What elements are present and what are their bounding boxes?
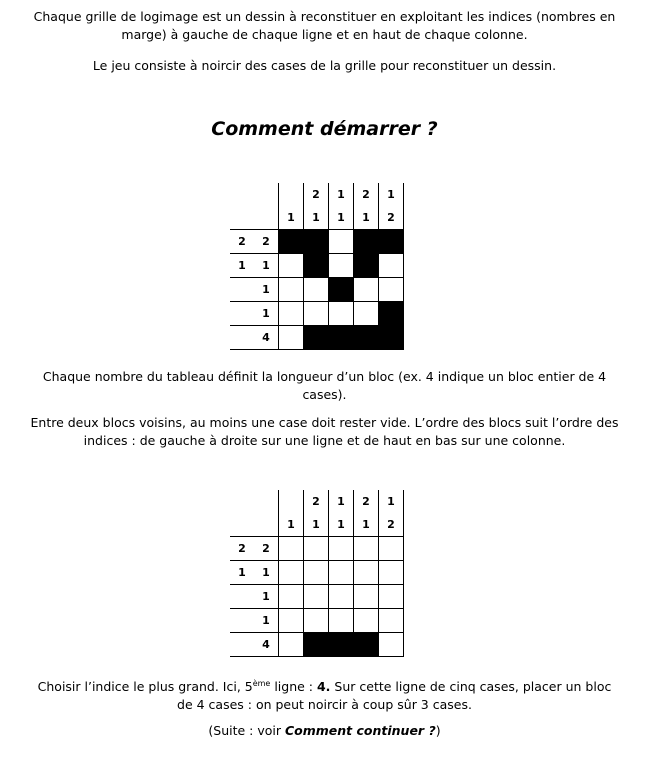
grid-cell-filled[interactable] — [354, 254, 379, 278]
corner-blank — [230, 206, 254, 230]
column-clue: 1 — [329, 183, 354, 206]
grid-cell-empty[interactable] — [279, 254, 304, 278]
grid-cell-empty[interactable] — [329, 537, 354, 561]
grid-cell-empty[interactable] — [354, 561, 379, 585]
grid-cell-filled[interactable] — [304, 633, 329, 657]
grid-cell-empty[interactable] — [379, 609, 404, 633]
grid-cell-empty[interactable] — [329, 609, 354, 633]
column-clue: 2 — [354, 183, 379, 206]
column-clue: 1 — [354, 206, 379, 230]
grid-cell-empty[interactable] — [304, 609, 329, 633]
row-clue — [230, 326, 254, 350]
row-clue: 2 — [254, 537, 279, 561]
grid-cell-filled[interactable] — [329, 633, 354, 657]
instruction-bold: 4. — [316, 679, 331, 695]
row-clue: 1 — [254, 302, 279, 326]
explanation-paragraph: Chaque nombre du tableau définit la longueur d’un bloc (ex. 4 indique un bloc entier de 4 cases). — [42, 369, 607, 402]
grid-cell-filled[interactable] — [354, 633, 379, 657]
grid-cell-filled[interactable] — [304, 230, 329, 254]
row-clue: 1 — [230, 561, 254, 585]
intro-paragraph: Chaque grille de logimage est un dessin à reconstituer en exploitant les indices (nombres en marge) à gauche de chaque ligne et en haut de chaque colonne. — [33, 9, 616, 42]
column-clue: 1 — [329, 513, 354, 537]
grid-cell-filled[interactable] — [304, 254, 329, 278]
grid-cell-filled[interactable] — [304, 326, 329, 350]
grid-cell-empty[interactable] — [354, 302, 379, 326]
corner-blank — [254, 513, 279, 537]
column-clue: 2 — [379, 513, 404, 537]
grid-cell-empty[interactable] — [304, 302, 329, 326]
grid-cell-empty[interactable] — [379, 633, 404, 657]
grid-cell-empty[interactable] — [279, 633, 304, 657]
row-clue — [230, 585, 254, 609]
column-clue: 1 — [329, 206, 354, 230]
grid-cell-empty[interactable] — [379, 278, 404, 302]
column-clue — [279, 490, 304, 513]
grid-cell-empty[interactable] — [329, 254, 354, 278]
column-clue: 2 — [379, 206, 404, 230]
grid-cell-filled[interactable] — [354, 230, 379, 254]
continue-link[interactable]: Comment continuer ? — [284, 723, 436, 738]
column-clue: 2 — [304, 490, 329, 513]
grid-cell-empty[interactable] — [329, 230, 354, 254]
row-clue — [230, 609, 254, 633]
column-clue: 2 — [354, 490, 379, 513]
corner-blank — [254, 206, 279, 230]
column-clue: 1 — [329, 490, 354, 513]
column-clue: 1 — [304, 206, 329, 230]
column-clue: 1 — [379, 490, 404, 513]
grid-cell-empty[interactable] — [279, 609, 304, 633]
grid-cell-filled[interactable] — [329, 326, 354, 350]
corner-blank — [230, 513, 254, 537]
grid-cell-filled[interactable] — [279, 230, 304, 254]
nonogram-grid-example — [230, 183, 404, 350]
row-clue: 2 — [230, 537, 254, 561]
grid-cell-empty[interactable] — [379, 537, 404, 561]
grid-cell-empty[interactable] — [354, 585, 379, 609]
grid-cell-empty[interactable] — [329, 561, 354, 585]
grid-cell-empty[interactable] — [354, 278, 379, 302]
grid-cell-empty[interactable] — [354, 537, 379, 561]
grid-cell-empty[interactable] — [279, 561, 304, 585]
grid-cell-empty[interactable] — [279, 585, 304, 609]
continue-suffix: ) — [435, 723, 441, 738]
corner-blank — [230, 183, 254, 206]
grid-cell-empty[interactable] — [329, 585, 354, 609]
grid-cell-empty[interactable] — [379, 585, 404, 609]
row-clue: 1 — [254, 585, 279, 609]
grid-cell-empty[interactable] — [279, 278, 304, 302]
continue-note — [30, 722, 619, 740]
grid-cell-filled[interactable] — [329, 278, 354, 302]
row-clue: 1 — [254, 254, 279, 278]
row-clue: 1 — [254, 609, 279, 633]
grid-cell-empty[interactable] — [354, 609, 379, 633]
instruction-sup: ème — [252, 679, 271, 688]
row-clue: 2 — [254, 230, 279, 254]
grid-cell-empty[interactable] — [279, 302, 304, 326]
grid-cell-filled[interactable] — [354, 326, 379, 350]
corner-blank — [254, 183, 279, 206]
row-clue — [230, 278, 254, 302]
row-clue: 4 — [254, 633, 279, 657]
instruction-text-1: Choisir l’indice le plus grand. Ici, 5 — [37, 679, 253, 695]
instruction-paragraph — [30, 675, 619, 714]
row-clue: 1 — [254, 278, 279, 302]
instruction-text-3: Sur cette ligne de cinq cases, placer un bloc de 4 cases : on peut noircir à coup sûr 3 cases. — [177, 679, 612, 713]
grid-cell-empty[interactable] — [304, 278, 329, 302]
row-clue: 4 — [254, 326, 279, 350]
instruction-text-2: ligne : — [270, 679, 317, 695]
corner-blank — [230, 490, 254, 513]
column-clue — [279, 183, 304, 206]
column-clue: 1 — [379, 183, 404, 206]
row-clue: 1 — [254, 561, 279, 585]
grid-cell-filled[interactable] — [379, 302, 404, 326]
grid-cell-empty[interactable] — [304, 585, 329, 609]
grid-cell-empty[interactable] — [304, 537, 329, 561]
grid-cell-empty[interactable] — [304, 561, 329, 585]
column-clue: 1 — [279, 206, 304, 230]
section-title: Comment démarrer ? — [211, 118, 438, 140]
grid-cell-filled[interactable] — [379, 326, 404, 350]
corner-blank — [254, 490, 279, 513]
explanation-paragraph-2: Entre deux blocs voisins, au moins une case doit rester vide. L’ordre des blocs suit l’ordre des indices : de gauche à droite sur une ligne et de haut en bas sur une colonne. — [30, 415, 619, 448]
column-clue: 1 — [354, 513, 379, 537]
column-clue: 1 — [304, 513, 329, 537]
row-clue — [230, 302, 254, 326]
grid-cell-empty[interactable] — [379, 254, 404, 278]
nonogram-grid-step — [230, 490, 404, 657]
grid-cell-empty[interactable] — [279, 537, 304, 561]
column-clue: 1 — [279, 513, 304, 537]
row-clue: 1 — [230, 254, 254, 278]
grid-cell-empty[interactable] — [379, 561, 404, 585]
column-clue: 2 — [304, 183, 329, 206]
grid-cell-empty[interactable] — [279, 326, 304, 350]
intro-paragraph-2: Le jeu consiste à noircir des cases de la grille pour reconstituer un dessin. — [92, 58, 557, 73]
row-clue — [230, 633, 254, 657]
grid-cell-empty[interactable] — [329, 302, 354, 326]
row-clue: 2 — [230, 230, 254, 254]
continue-prefix: (Suite : voir — [208, 723, 285, 738]
grid-cell-filled[interactable] — [379, 230, 404, 254]
